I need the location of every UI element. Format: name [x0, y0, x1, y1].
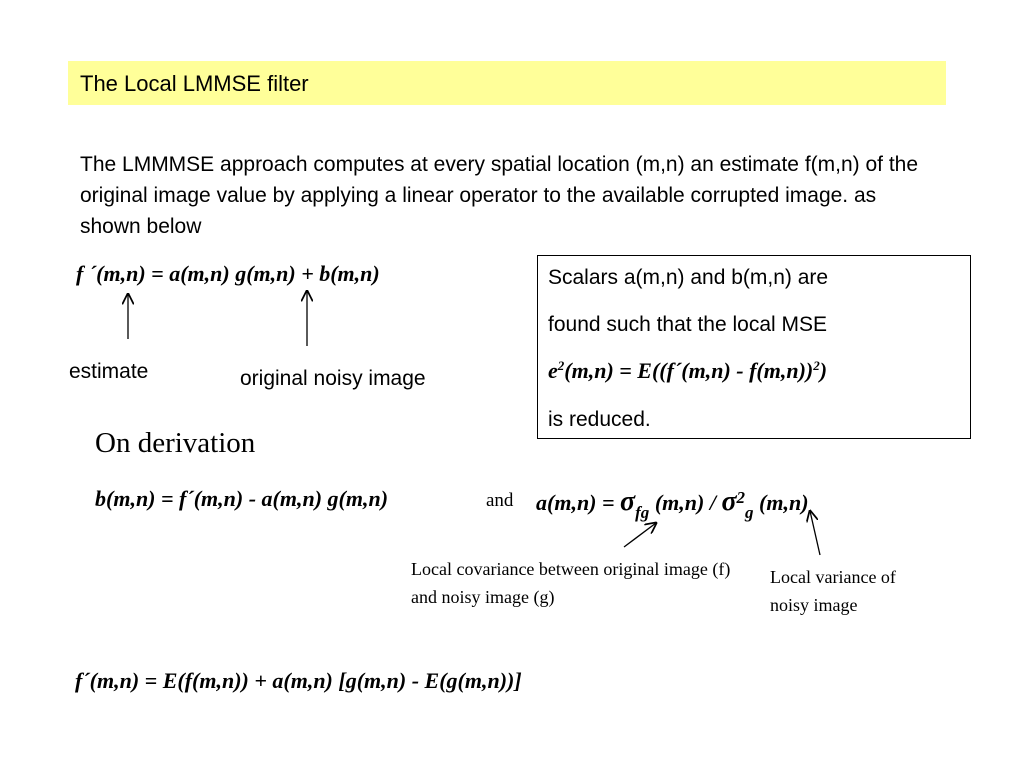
mse-e: e — [548, 358, 558, 383]
a-lhs: a(m,n) = — [536, 490, 621, 515]
noisy-image-label: original noisy image — [240, 367, 426, 390]
variance-note: Local variance of noisy image — [770, 567, 896, 615]
final-equation: f´(m,n) = E(f(m,n)) + a(m,n) [g(m,n) - E(g(m,n))] — [75, 668, 522, 693]
a-equation — [536, 486, 809, 522]
derivation-heading: On derivation — [95, 427, 256, 459]
sub-fg: fg — [635, 503, 650, 522]
and-word: and — [486, 490, 514, 511]
mse-equation — [548, 358, 827, 384]
estimate-label: estimate — [69, 360, 149, 383]
intro-paragraph: The LMMMSE approach computes at every spatial location (m,n) an estimate f(m,n) of the original image value by applying a linear operator to the available corrupted image. as shown below — [80, 153, 919, 238]
variance-arrow — [810, 511, 820, 555]
sigma-g: σ — [721, 486, 737, 517]
slide-title: The Local LMMSE filter — [80, 71, 309, 96]
mse-sup: 2 — [557, 358, 565, 373]
covariance-note: Local covariance between original image (f) and noisy image (g) — [411, 559, 731, 607]
sup-2: 2 — [736, 488, 746, 507]
box-line-1: Scalars a(m,n) and b(m,n) are — [548, 266, 829, 289]
b-equation: b(m,n) = f´(m,n) - a(m,n) g(m,n) — [95, 486, 389, 511]
sub-g: g — [745, 503, 754, 522]
sigma-fg: σ — [620, 486, 636, 517]
covariance-arrow — [624, 523, 656, 547]
mse-end: ) — [819, 358, 828, 383]
mse-box — [537, 255, 971, 439]
a-mid: (m,n) / — [649, 490, 722, 515]
box-line-2: found such that the local MSE — [548, 313, 827, 336]
box-line-4: is reduced. — [548, 408, 651, 431]
estimate-equation: f ´(m,n) = a(m,n) g(m,n) + b(m,n) — [76, 261, 380, 286]
a-end: (m,n) — [753, 490, 809, 515]
mse-sup2: 2 — [813, 358, 820, 373]
mse-mid: (m,n) = E((f´(m,n) - f(m,n)) — [564, 358, 814, 383]
